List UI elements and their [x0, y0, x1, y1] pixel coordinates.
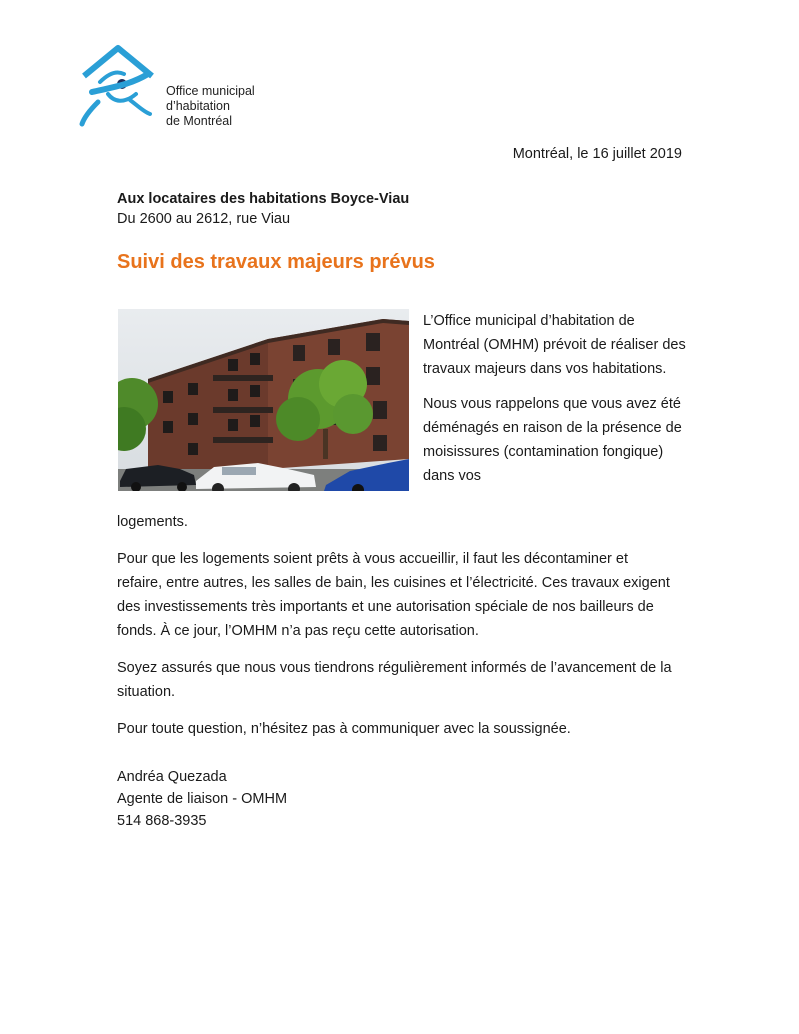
intro-text — [423, 309, 693, 499]
paragraph-2: Nous vous rappelons que vous avez été déménagés en raison de la présence de moisissures (contamination fongique) dans vos — [423, 396, 682, 484]
signatory-phone: 514 868-3935 — [117, 813, 207, 829]
logo-line-1: Office municipal — [166, 84, 255, 98]
letter-body — [117, 510, 677, 754]
logo-line-2: d’habitation — [166, 99, 230, 113]
signatory-role: Agente de liaison - OMHM — [117, 791, 288, 807]
signature-block — [117, 766, 287, 832]
paragraph-5: Pour toute question, n’hésitez pas à communiquer avec la soussignée. — [117, 721, 571, 737]
omhm-logo — [78, 44, 278, 134]
paragraph-3: Pour que les logements soient prêts à vous accueillir, il faut les décontaminer et refaire, entre autres, les salles de bain, les cuisines et l’électricité. Ces travaux exigent des investissements très importants et une autorisation spéciale de nos bailleurs de fonds. À ce jour, l’OMHM n’a pas reçu cette autorisation. — [117, 551, 670, 639]
recipient-line-2: Du 2600 au 2612, rue Viau — [117, 211, 291, 227]
letter-title: Suivi des travaux majeurs prévus — [117, 251, 435, 273]
paragraph-4: Soyez assurés que nous vous tiendrons régulièrement informés de l’avancement de la situation. — [117, 660, 672, 700]
signatory-name: Andréa Quezada — [117, 769, 227, 785]
paragraph-1: L’Office municipal d’habitation de Montréal (OMHM) prévoit de réaliser des travaux majeurs dans vos habitations. — [423, 313, 686, 377]
paragraph-2-end: logements. — [117, 514, 188, 530]
apartment-building-photo — [118, 309, 409, 491]
omhm-house-figure-icon — [78, 44, 158, 128]
recipient-block — [117, 189, 409, 229]
logo-text — [166, 84, 255, 129]
logo-line-3: de Montréal — [166, 114, 233, 128]
recipient-line-1: Aux locataires des habitations Boyce-Viau — [117, 191, 410, 207]
letter-date: Montréal, le 16 juillet 2019 — [512, 146, 682, 162]
